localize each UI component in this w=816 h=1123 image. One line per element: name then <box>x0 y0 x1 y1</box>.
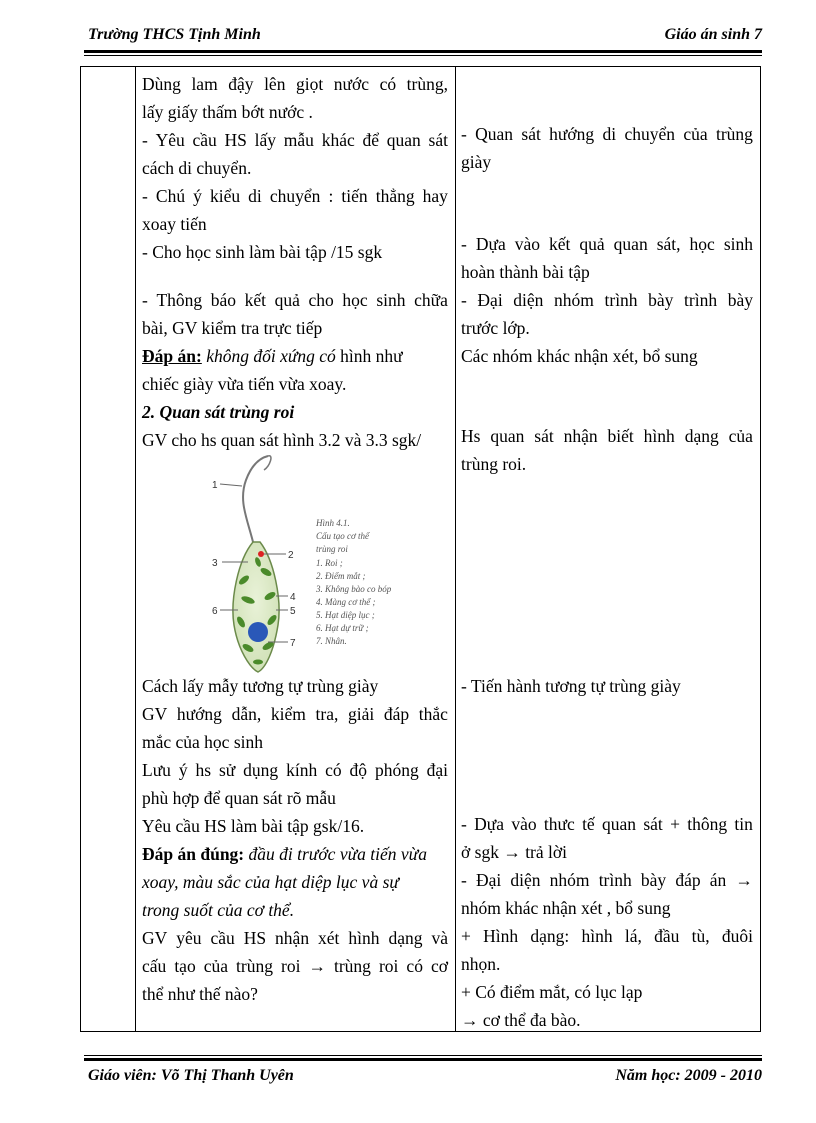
text-line <box>142 126 448 154</box>
word: biết <box>607 426 634 446</box>
caption-line: trùng roi <box>316 544 348 554</box>
text-line: Yêu cầu HS làm bài tập gsk/16. <box>142 816 365 836</box>
word: nhận <box>563 426 598 446</box>
word: hướng <box>549 124 595 144</box>
word: Hình <box>483 926 519 946</box>
caption-line: 4. Màng cơ thể ; <box>316 597 376 607</box>
response-block-1 <box>461 120 753 176</box>
word: tạo <box>174 956 196 976</box>
text-line: Các nhóm khác nhận xét, bổ sung <box>461 346 698 366</box>
word: dạng <box>684 426 719 446</box>
word: sinh <box>723 234 753 254</box>
word: quả <box>274 290 300 310</box>
word: thông <box>687 814 728 834</box>
text-line: xoay, màu sắc của hạt diệp lục và sự <box>142 872 399 892</box>
text-line <box>461 230 753 258</box>
word: đầu <box>654 926 680 946</box>
text-line <box>142 924 448 952</box>
text-line <box>142 70 448 98</box>
word: - <box>461 124 467 144</box>
word: giải <box>347 704 375 724</box>
word: kết <box>244 290 267 310</box>
word: cầu <box>210 928 235 948</box>
word: trùng, <box>406 74 448 94</box>
text-line: lấy giấy thấm bớt nước . <box>142 102 313 122</box>
text-line: - Tiến hành tương tự trùng giày <box>461 676 681 696</box>
activity-block-3 <box>142 672 448 1008</box>
word: hướng <box>176 704 222 724</box>
caption-line: 7. Nhân. <box>316 636 347 646</box>
word: quan <box>613 234 648 254</box>
word: - <box>461 234 467 254</box>
subject-name: Giáo án sinh 7 <box>664 26 762 43</box>
answer-text: đầu đi trước vừa tiến vừa <box>248 844 427 864</box>
text-line <box>461 866 753 894</box>
word: chuyển <box>624 124 675 144</box>
word: đậy <box>228 74 254 94</box>
word: học <box>689 234 715 254</box>
activity-block-2 <box>142 286 448 454</box>
text-line: xoay tiến <box>142 214 207 234</box>
word: xét <box>318 928 340 948</box>
word: Chú <box>155 186 186 206</box>
word: đáp <box>383 704 410 724</box>
figure-number: 4 <box>290 592 296 603</box>
text-line: chiếc giày vừa tiến vừa xoay. <box>142 374 347 394</box>
response-block-4 <box>461 672 753 700</box>
word: đuôi <box>721 926 753 946</box>
word: + <box>670 814 680 834</box>
text-line: thể như thế nào? <box>142 984 258 1004</box>
word: đại <box>426 760 448 780</box>
word: cầu <box>192 130 217 150</box>
text-line <box>142 700 448 728</box>
text-line: cách di chuyển. <box>142 158 252 178</box>
euglena-figure <box>208 450 462 674</box>
word: đáp <box>675 870 701 890</box>
word: hình <box>643 426 675 446</box>
word: chuyển <box>269 186 321 206</box>
word: GV <box>142 928 168 948</box>
answer-text: không đối xứng có <box>206 346 336 366</box>
word: ý <box>178 760 188 780</box>
page-header <box>88 26 762 48</box>
text-line <box>142 756 448 784</box>
word: kiểu <box>209 186 241 206</box>
caption-line: 1. Roi ; <box>316 558 343 568</box>
word: bày <box>648 290 674 310</box>
word: tế <box>582 814 595 834</box>
word: nhóm <box>549 870 590 890</box>
word: diện <box>513 290 544 310</box>
nucleus <box>248 622 268 642</box>
figure-number: 7 <box>290 638 296 649</box>
answer-line <box>142 840 448 868</box>
word: phóng <box>374 760 419 780</box>
word: di <box>602 124 617 144</box>
word: án <box>709 870 727 890</box>
word: Dựa <box>474 814 505 834</box>
word: dạng: <box>530 926 570 946</box>
text-line: trước lớp. <box>461 318 530 338</box>
word: Hs <box>461 426 481 446</box>
figure-caption <box>315 518 392 646</box>
word: vào <box>514 234 540 254</box>
word: sát <box>534 426 554 446</box>
word: để <box>362 130 380 150</box>
word: thẳng <box>375 186 415 206</box>
caption-line: 5. Hạt diệp lục ; <box>316 610 375 620</box>
word: báo <box>210 290 237 310</box>
table-top-border <box>80 66 761 67</box>
word: vào <box>511 814 537 834</box>
text-line <box>142 182 448 210</box>
activity-block-1 <box>142 70 448 266</box>
table-divider-1 <box>135 66 136 1032</box>
word: Yêu <box>155 130 185 150</box>
word: quan <box>602 814 637 834</box>
word: quả <box>579 234 605 254</box>
word: Dùng <box>142 74 181 94</box>
euglena-diagram <box>208 450 462 674</box>
teacher-name: Giáo viên: Võ Thị Thanh Uyên <box>88 1067 294 1084</box>
text-line: GV cho hs quan sát hình 3.2 và 3.3 sgk/ <box>142 430 422 450</box>
text-line: trong suốt của cơ thể. <box>142 900 295 920</box>
word: giọt <box>296 74 324 94</box>
word: cấu <box>142 956 167 976</box>
word: → <box>308 956 326 976</box>
response-block-5 <box>461 810 753 1034</box>
answer-line <box>142 342 448 370</box>
word: GV <box>142 704 168 724</box>
word: độ <box>349 760 368 780</box>
word: quan <box>386 130 421 150</box>
text-line: hoàn thành bài tập <box>461 262 590 282</box>
text-line <box>461 286 753 314</box>
word: - <box>461 814 467 834</box>
word: kết <box>549 234 571 254</box>
table-left-border <box>80 66 81 1032</box>
word: di <box>248 186 262 206</box>
text-line: - Cho học sinh làm bài tập /15 sgk <box>142 242 383 262</box>
word: tiến <box>341 186 368 206</box>
word: kiểm <box>270 704 306 724</box>
word: tin <box>734 814 753 834</box>
word: cho <box>308 290 334 310</box>
word: thưc <box>543 814 575 834</box>
word: bày <box>727 290 753 310</box>
word: Đại <box>477 290 503 310</box>
word: roi <box>281 956 301 976</box>
word: thắc <box>418 704 448 724</box>
word: nhận <box>275 928 310 948</box>
word: - <box>142 290 148 310</box>
text-line: giày <box>461 152 492 172</box>
figure-number: 2 <box>288 550 294 561</box>
word: lá, <box>624 926 642 946</box>
response-block-3 <box>461 422 753 478</box>
section-heading: 2. Quan sát trùng roi <box>142 402 295 422</box>
word: lên <box>264 74 286 94</box>
word: Thông <box>156 290 203 310</box>
word: mẫu <box>283 130 314 150</box>
word: sử <box>218 760 236 780</box>
text-line: phù hợp để quan sát rõ mẫu <box>142 788 336 808</box>
word: cơ <box>430 956 448 976</box>
word: + <box>461 926 471 946</box>
response-block-2 <box>461 230 753 370</box>
footer-rule-thin <box>84 1055 762 1056</box>
word: khác <box>321 130 355 150</box>
word: dẫn, <box>231 704 262 724</box>
text-line: nhóm khác nhận xét , bổ sung <box>461 898 671 918</box>
word: - <box>461 870 467 890</box>
figure-number: 6 <box>212 606 218 617</box>
caption-line: 3. Không bào co bóp <box>316 584 392 594</box>
eyespot <box>258 551 264 557</box>
word: lấy <box>254 130 277 150</box>
word: ý <box>193 186 202 206</box>
word: quan <box>490 426 525 446</box>
word: và <box>431 928 448 948</box>
word: → <box>735 870 753 890</box>
text-line: Cách lấy mẫy tương tự trùng giày <box>142 676 379 696</box>
school-name: Trường THCS Tịnh Minh <box>88 26 261 43</box>
header-rule-thick <box>84 50 762 53</box>
word: trùng <box>236 956 273 976</box>
word: diện <box>510 870 541 890</box>
text-line <box>142 286 448 314</box>
word: trình <box>604 290 638 310</box>
text-line: mắc của học sinh <box>142 732 263 752</box>
word: dụng <box>243 760 279 780</box>
word: tra, <box>315 704 339 724</box>
text-line: ở sgk → trả lời <box>461 842 567 862</box>
answer-label: Đáp án đúng: <box>142 844 245 864</box>
word: lam <box>191 74 218 94</box>
word: HS <box>224 130 247 150</box>
word: Lưu <box>142 760 171 780</box>
word: hình <box>581 926 613 946</box>
word: sát <box>428 130 448 150</box>
word: hình <box>348 928 380 948</box>
text-line: trùng roi. <box>461 454 527 474</box>
caption-line: 2. Điểm mắt ; <box>316 571 366 581</box>
word: trình <box>684 290 718 310</box>
word: của <box>203 956 229 976</box>
word: Đại <box>475 870 502 890</box>
word: hay <box>422 186 448 206</box>
text-line <box>461 120 753 148</box>
word: có <box>379 74 397 94</box>
text-line <box>461 810 753 838</box>
word: Quan <box>475 124 514 144</box>
word: trùng <box>333 956 371 976</box>
word: của <box>683 124 708 144</box>
word: chữa <box>414 290 448 310</box>
word: có <box>406 956 423 976</box>
text-line: + Có điểm mắt, có lục lạp <box>461 982 643 1002</box>
word: roi <box>378 956 399 976</box>
word: kính <box>286 760 318 780</box>
lesson-table <box>80 66 761 1032</box>
word: - <box>142 186 148 206</box>
footer-rule-thick <box>84 1058 762 1061</box>
word: của <box>728 426 753 446</box>
answer-text-tail: hình như <box>340 346 403 366</box>
text-line <box>461 422 753 450</box>
word: Dựa <box>475 234 506 254</box>
word: : <box>328 186 334 206</box>
page-footer <box>88 1067 762 1089</box>
word: dạng <box>388 928 423 948</box>
caption-line: Hình 4.1. <box>316 518 350 528</box>
text-line: → cơ thể đa bào. <box>461 1010 581 1030</box>
word: sát <box>521 124 541 144</box>
answer-label: Đáp án: <box>142 346 202 366</box>
word: hs <box>195 760 212 780</box>
caption-line: 6. Hạt dự trữ ; <box>316 623 369 633</box>
word: có <box>325 760 342 780</box>
word: nhóm <box>554 290 594 310</box>
table-right-border <box>760 66 761 1032</box>
caption-line: Cấu tạo cơ thể <box>316 531 370 541</box>
word: tù, <box>691 926 710 946</box>
word: học <box>342 290 368 310</box>
word: sát <box>643 814 663 834</box>
word: - <box>461 290 467 310</box>
figure-number: 3 <box>212 558 218 569</box>
figure-number: 5 <box>290 606 296 617</box>
word: nước <box>333 74 370 94</box>
header-rule-thin <box>84 55 762 56</box>
word: HS <box>243 928 267 948</box>
text-line <box>461 922 753 950</box>
text-line <box>142 952 448 980</box>
figure-number: 1 <box>212 480 218 491</box>
word: sát, <box>656 234 681 254</box>
word: sinh <box>376 290 406 310</box>
word: trùng <box>715 124 753 144</box>
word: - <box>142 130 148 150</box>
text-line: bài, GV kiểm tra trực tiếp <box>142 318 323 338</box>
word: trình <box>598 870 632 890</box>
school-year: Năm học: 2009 - 2010 <box>615 1067 762 1084</box>
text-line: nhọn. <box>461 954 501 974</box>
word: bày <box>640 870 667 890</box>
word: yêu <box>176 928 202 948</box>
